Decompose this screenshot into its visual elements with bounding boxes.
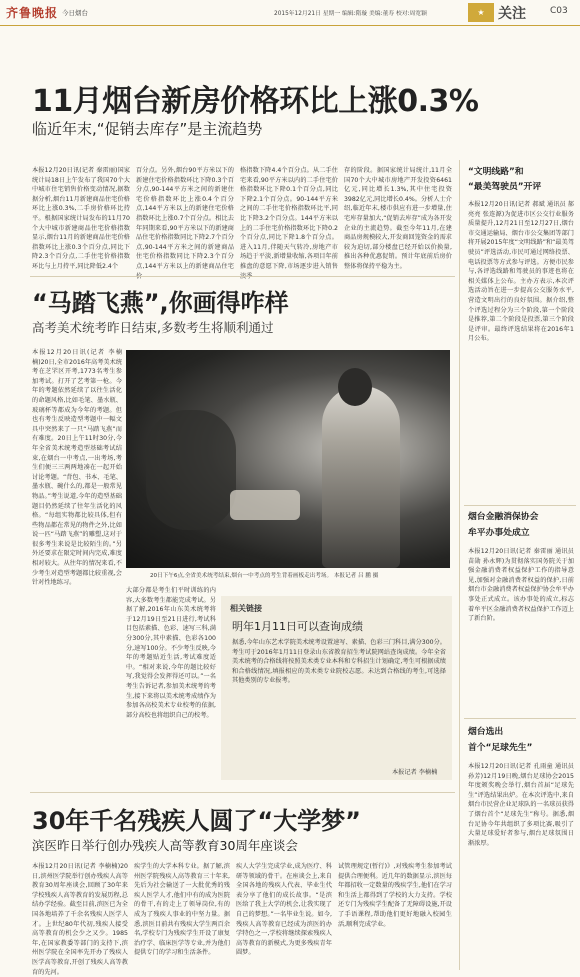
dateline: 2015年12月21日 星期一 编辑:隋璇 美编:董寿 校对:周宽颖 (274, 11, 427, 17)
headline-housing: 11月烟台新房价格环比上涨0.3% (32, 84, 479, 119)
exam-photo (126, 350, 450, 568)
housing-column-1: 本报12月20日讯(记者 秦雷丽)国家统计局18日上午发布了我国70个大中城市住宅销售价格变动情况,据数据分析,烟台11月新建商品住宅价格环比上涨0.3%,二手房价格环比持平。根据国家统计局发布的11月70个大中城市新建商品住宅价格指数显示,烟台11月的新建商品住宅价格指数环比上涨0.3个百分点,同比下降2.3个百分点,二手住宅价格指数环比与上月持平,同比降低2.4个 (32, 167, 130, 270)
star-icon: ★ (468, 3, 494, 22)
education-column-2: 疾学生的大学本科专业。据了解,滨州医学院残疾人高等教育三十年来,先后为社会输送了一大批优秀的残疾人医学人才,他们中有的成为医院的骨干,有的走上了领导岗位,有的成为了残疾人事业的中坚力量。据悉,滨医目前共有残疾大学生两百余名,学校专门为残疾学生开设了康复治疗学、临床医学等专业,并为他们提供专门的学习和生活条件。 (134, 863, 230, 957)
divider (464, 718, 576, 719)
art-exam-column-2: 大部分都是考生们平时训练的内容,大多数考生都能完成考试。另据了解,2016年山东美术统考将于12月19日至21日进行,考试科目包括素描、色彩、速写三科,满分300分,其中素描、色彩各100分,速写100分。不少考生反映,今年的考题贴近生活,考试难度适中。“相对来说,今年的题比较好写,我觉得会发挥得还可以。”一名考生告诉记者,参加美术统考的考生,接下来将以美术统考成绩作为参加各高校美术专业校考的依据,部分高校也将组织自己的校考。 (126, 587, 216, 719)
related-body: 据悉,今年山东艺术学院美术统考设置速写、素描、色彩三门科目,满分300分。考生可于2016年1月11日登录山东省教育招生考试院网站查询成绩。今年全省美术统考的合格线将按照美术类专业本科和专科招生计划确定,考生可根据成绩和合格线情况,填报相应的美术类专业院校志愿。未达到合格线的考生,可选择其他类别的专业报考。 (232, 639, 446, 685)
headline-art-exam: “马踏飞燕”,你画得咋样 (32, 289, 289, 317)
sidebar-body-1: 本报12月20日讯(记者 郝斌 通讯员 郝亮亮 张连源)为促进市区公交行业服务质量提升,12月21日至12月27日,烟台市交通运输局、烟台市公交集团等部门将开展2015年度“文明线路”和“最美驾驶员”评选活动,市民可通过网络投票、电话投票等方式参与评选。方便市民参与,各评选线路和驾驶员的事迹也将在相关媒体上公布。主办方表示,本次评选活动旨在进一步提高公交服务水平,营造文明出行的良好氛围。据介绍,整个评选过程分为三个阶段,第一个阶段是推荐,第二个阶段是投票,第三个阶段是评审。最终评选结果将在2016年1月公布。 (468, 201, 574, 343)
education-column-4: 试管理规定(暂行)》,对残疾考生参加考试提供合理便利。近几年的数据显示,滨医每年都招收一定数量的残疾学生,他们在学习和生活上都得到了学校的大力支持。学校还专门为残疾学生配备了无障碍设施,开设了手语课程,帮助他们更好地融入校园生活,顺利完成学业。 (338, 863, 452, 928)
divider (30, 792, 455, 793)
masthead (0, 0, 580, 26)
photo-caption: 20日下午6点,全省美术统考结束,烟台一中考点的考生背着画板走出考场。 本报记者 吕 鹏 摄 (150, 573, 379, 579)
column-divider (459, 160, 460, 970)
divider (30, 276, 455, 277)
housing-column-3: 格指数下降4.4个百分点。从二手住宅来看,90平方米以内的二手住宅价格指数环比下降0.1个百分点,同比下降2.1个百分点。90-144平方米之间的二手住宅价格指数环比平,同比下降3.2个百分点。144平方米以上的二手住宅价格指数环比下降0.2个百分点,同比下降1.8个百分点。进入11月,伴随天气转冷,房地产市场趋于平淡,新增量收缩,各项目年前推盘的意愿下降,市场逐步进入销售 (240, 167, 338, 270)
art-exam-column-1: 本报12月20日讯(记者 李楠楠)20日,全市2016年高考美术统考在芝罘区开考,1773名考生参加考试。打开了艺考第一枪。今年的考题依然延续了以往生活化的命题风格,比如毛笔、墨水瓶、玻璃杯等都成为今年的考题。但也有考生反映造型考题中一幅文具中突然来了一只“马踏飞燕”而有难度。20日上午11时30分,今年全省美术统考造型基础考试结束,在烟台一中考点,一出考场,考生们便三三两两地凑在一起开始讨论考题。“背包、书本、毛笔、墨水瓶、碗什么的,都是一般常见物品。”考生说道,今年的造型基础题目仍然延续了往年生活化的风格。“每组实物都比较具体,但有些物品都在常见的物件之外,比如说一匹“马踏飞燕”的雕塑,这对于很多考生来说是比较陌生的。”另外还要求在限定时间内完成,难度相对较大。从往年的情况来看,不少考生对造型考题都比较重视,会针对性地练习。 (32, 349, 122, 587)
education-column-3: 疾人大学生完成学业,成为医疗、科研等领域的骨干。在座谈会上,来自全国各地的残疾人代表、毕业生代表分享了他们的成长故事。“是滨医给了我上大学的机会,让我实现了自己的梦想。”一名毕业生说。如今,残疾人高等教育已经成为滨医的办学特色之一,学校将继续探索残疾人高等教育的新模式,为更多残疾青年圆梦。 (236, 863, 332, 957)
housing-column-2: 百分点。另外,烟台90平方米以下的新建住宅价格指数环比下降0.3个百分点,90-144平方米之间的新建住宅价格指数环比上涨0.4个百分点,144平方米以上的新建住宅价格指数环比上涨0.7个百分点。相比去年同期来看,90平方米以下的新建商品住宅价格指数同比下降2.7个百分点,90-144平方米之间的新建商品住宅价格指数同比下降2.3个百分点,144平方米以上的新建商品住宅 (136, 167, 234, 270)
headline-disabled-education: 30年千名残疾人圆了“大学梦” (32, 807, 361, 835)
subhead-disabled-education: 滨医昨日举行创办残疾人高等教育30周年座谈会 (32, 838, 298, 853)
education-column-1: 本报12月20日讯(记者 李楠楠)20日,滨州医学院举行创办残疾人高等教育30周年座谈会,回顾了30年来学校残疾人高等教育的发展历程,总结办学经验。截至目前,滨医已为全国各地培养了千余名残疾人医学人才。上世纪80年代初,残疾人接受高等教育的机会少之又少。1985年,在国家教委等部门的支持下,滨州医学院在全国率先开办了残疾人医学高等教育,开创了残疾人高等教育的先河。 (32, 863, 128, 976)
sidebar-body-2: 本报12月20日讯(记者 秦雷丽 通讯员 苗勋 孙永辉)为贯彻落实国务院关于加强金融消费者权益保护工作的指导意见,加强对金融消费者权益的保护,日前烟台市金融消费者权益保护协会牟平办事处正式成立。该办事处的成立,标志着牟平区金融消费者权益保护工作迈上了新台阶。 (468, 548, 574, 623)
related-tag: 相关链接 (230, 604, 262, 613)
housing-column-4: 存的阶段。据国家统计局统计,11月全国70个大中城市房地产开发投资6461亿元,同比增长1.3%,其中住宅投资3982亿元,同比增长0.4%。分析人士介绍,临近年末,楼市供应有进一步增量,住宅库存量加大,“促销去库存”成为各开发企业的主流趋势。截至今年11月,在建商品房规模较大,开发商回笼资金的需求较为迫切,部分楼盘已经开始以价换量,推出各种优惠促销。预计年底前后房价整体将保持平稳为主。 (344, 167, 452, 270)
newspaper-logo: 齐鲁晚报 (6, 6, 59, 20)
sidebar-body-3: 本报12月20日讯(记者 孔雨童 通讯员 孙芳)12月19日晚,烟台足球协会2015年度颁奖晚会举行,烟台首届“足球先生”评选结果出炉。在本次评选中,来自烟台市民营企业足球队的一名球员获得了烟台首个“足球先生”称号。据悉,烟台足协今年共组织了多项比赛,吸引了大量足球爱好者参与,烟台足球氛围日渐浓厚。 (468, 763, 574, 847)
sidebar-title-3a: 烟台选出 (468, 727, 504, 737)
related-title: 明年1月11日可以查询成绩 (232, 620, 363, 633)
divider (464, 505, 576, 506)
page-number: C03 (550, 6, 568, 16)
subhead-art-exam: 高考美术统考昨日结束,多数考生将顺利通过 (32, 320, 274, 335)
related-byline: 本报记者 李楠楠 (392, 769, 438, 776)
edition-label: 今日烟台 (62, 9, 88, 17)
section-title: 关注 (498, 6, 526, 22)
sidebar-title-1a: “文明线路”和 (468, 167, 524, 177)
subhead-housing: 临近年末,“促销去库存”是主流趋势 (32, 120, 263, 138)
sidebar-title-2b: 牟平办事处成立 (468, 528, 530, 538)
sidebar-title-3b: 首个“足球先生” (468, 743, 533, 753)
sidebar-title-1b: “最美驾驶员”开评 (468, 182, 542, 192)
sidebar-title-2a: 烟台金融消保协会 (468, 512, 539, 522)
